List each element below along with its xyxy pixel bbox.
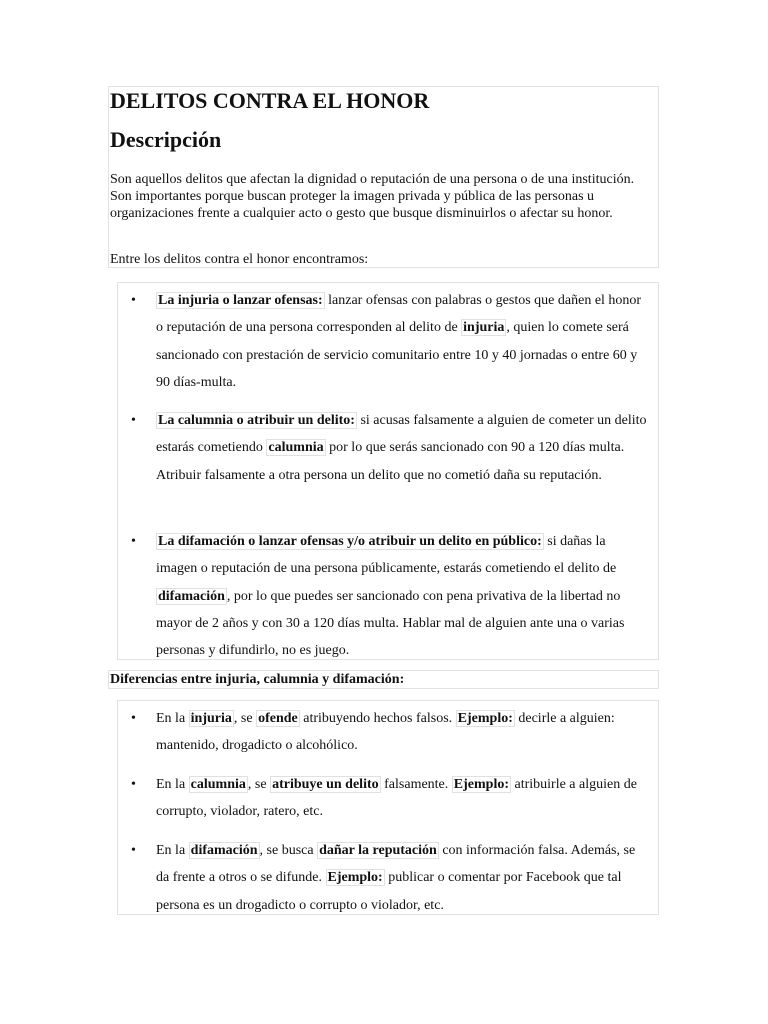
differences-heading: Diferencias entre injuria, calumnia y difamación:	[110, 672, 405, 687]
term-keyword: atribuye un delito	[272, 777, 379, 792]
term-label: La difamación o lanzar ofensas y/o atribuir un delito en público:	[158, 534, 542, 549]
list-item-diff-calumnia	[118, 771, 648, 826]
example-label: Ejemplo:	[453, 777, 509, 792]
term-keyword: calumnia	[190, 777, 246, 792]
item-text: si acusas falsamente a alguien de cometer un delito estarás cometiendo	[156, 413, 647, 456]
item-text: En la	[156, 777, 189, 792]
item-text: , se busca	[259, 843, 318, 858]
example-label: Ejemplo:	[457, 711, 513, 726]
term-keyword: difamación	[190, 843, 258, 858]
example-label: Ejemplo:	[327, 870, 383, 886]
item-text: atribuirle a alguien de corrupto, violador, ratero, etc.	[156, 777, 637, 820]
intro-section	[108, 86, 659, 268]
item-text: , se	[247, 777, 271, 792]
term-keyword: ofende	[258, 711, 298, 726]
crimes-list-section	[117, 282, 659, 660]
list-item-diff-injuria	[118, 705, 648, 760]
term-label: La injuria o lanzar ofensas:	[158, 293, 323, 308]
item-text: con información falsa. Además, se da frente a otros o se difunde.	[156, 843, 636, 886]
item-text: lanzar ofensas con palabras o gestos que dañen el honor o reputación de una persona corresponden al delito de	[156, 293, 642, 336]
list-item-diff-difamacion	[118, 837, 648, 919]
list-item-calumnia	[118, 407, 648, 489]
item-text: , por lo que puedes ser sancionado con pena privativa de la libertad no mayor de 2 años y con 30 a 120 días multa. Hablar mal de alguien ante una o varias personas y difundirlo, no es juego.	[156, 588, 625, 659]
differences-list-section	[117, 700, 659, 915]
term-label: La calumnia o atribuir un delito:	[158, 413, 355, 428]
page-title: DELITOS CONTRA EL HONOR	[110, 88, 430, 113]
differences-heading-box	[108, 670, 659, 689]
item-text: En la	[156, 711, 189, 726]
lead-sentence: Entre los delitos contra el honor encontramos:	[110, 252, 369, 267]
term-keyword: dañar la reputación	[319, 843, 437, 858]
list-item-difamacion	[118, 528, 648, 664]
item-text: publicar o comentar por Facebook que tal persona es un drogadicto o corrupto o violador, etc.	[156, 870, 622, 913]
item-text: atribuyendo hechos falsos.	[299, 711, 456, 726]
term-keyword: calumnia	[268, 440, 324, 456]
item-text: , quien lo comete será sancionado con prestación de servicio comunitario entre 10 y 40 jornadas o entre 60 y 90 días-multa.	[156, 320, 638, 390]
item-text: En la	[156, 843, 189, 858]
list-item-injuria	[118, 287, 648, 396]
term-keyword: injuria	[463, 320, 505, 336]
section-heading: Descripción	[110, 127, 222, 152]
item-text: falsamente.	[380, 777, 452, 792]
term-keyword: injuria	[190, 711, 232, 726]
item-text: por lo que serás sancionado con 90 a 120 días multa. Atribuir falsamente a otra persona un delito que no cometió daña su reputación.	[156, 440, 625, 483]
item-text: decirle a alguien: mantenido, drogadicto o alcohólico.	[156, 711, 615, 754]
item-text: si dañas la imagen o reputación de una persona públicamente, estarás cometiendo el delito de	[156, 534, 617, 577]
term-keyword: difamación	[158, 588, 225, 604]
description-paragraph: Son aquellos delitos que afectan la dignidad o reputación de una persona o de una institución. Son importantes porque buscan proteger la imagen privada y pública de las personas u organizaciones frente a cualquier acto o gesto que busque disminuirlos o afectar su honor.	[110, 172, 635, 221]
item-text: , se	[233, 711, 257, 726]
